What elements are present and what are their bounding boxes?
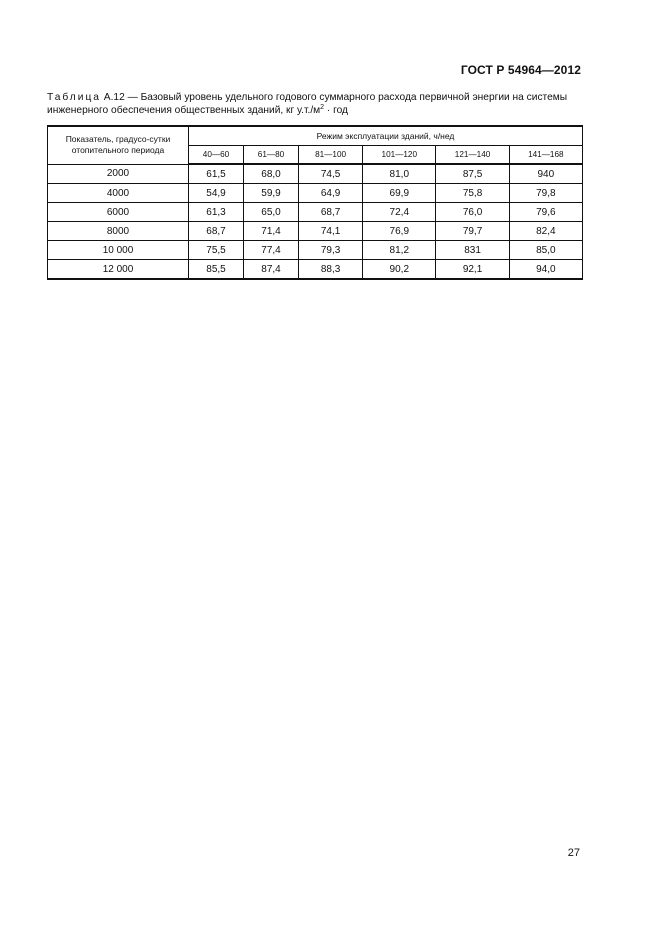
table-cell: 81,2	[363, 241, 436, 260]
table-cell: 69,9	[363, 184, 436, 203]
table-cell: 72,4	[363, 203, 436, 222]
row-label: 4000	[48, 184, 189, 203]
table-cell: 59,9	[244, 184, 299, 203]
table-cell: 71,4	[244, 222, 299, 241]
table-row	[48, 203, 583, 222]
table-cell: 76,9	[363, 222, 436, 241]
column-header: 40—60	[189, 146, 244, 165]
column-header: 121—140	[436, 146, 509, 165]
row-header-indicator: Показатель, градусо-сутки отопительного периода	[48, 126, 189, 164]
energy-consumption-table	[47, 125, 583, 280]
row-label: 10 000	[48, 241, 189, 260]
page-number: 27	[567, 847, 580, 859]
table-cell: 79,8	[509, 184, 582, 203]
table-cell: 54,9	[189, 184, 244, 203]
table-row	[48, 241, 583, 260]
column-header: 141—168	[509, 146, 582, 165]
table-cell: 85,5	[189, 260, 244, 280]
table-row	[48, 164, 583, 184]
table-row	[48, 222, 583, 241]
table-cell: 75,5	[189, 241, 244, 260]
table-cell: 79,7	[436, 222, 509, 241]
table-caption-label: Таблица	[47, 92, 101, 103]
table-cell: 77,4	[244, 241, 299, 260]
table-cell: 81,0	[363, 164, 436, 184]
table-cell: 61,5	[189, 164, 244, 184]
table-caption-text: А.12 — Базовый уровень удельного годового суммарного расхода первичной энергии на системы инженерного обеспечения общественных зданий, кг у.т./м	[47, 92, 568, 116]
table-cell: 831	[436, 241, 509, 260]
table-cell: 68,7	[189, 222, 244, 241]
table-row	[48, 260, 583, 280]
table-cell: 90,2	[363, 260, 436, 280]
column-header: 101—120	[363, 146, 436, 165]
table-cell: 82,4	[509, 222, 582, 241]
table-cell: 79,3	[299, 241, 363, 260]
row-label: 2000	[48, 164, 189, 184]
table-cell: 75,8	[436, 184, 509, 203]
table-cell: 92,1	[436, 260, 509, 280]
table-cell: 87,5	[436, 164, 509, 184]
row-label: 8000	[48, 222, 189, 241]
row-label: 6000	[48, 203, 189, 222]
table-cell: 65,0	[244, 203, 299, 222]
group-header-operating-mode: Режим эксплуатации зданий, ч/нед	[189, 126, 583, 146]
table-cell: 74,5	[299, 164, 363, 184]
column-header: 81—100	[299, 146, 363, 165]
table-cell: 61,3	[189, 203, 244, 222]
table-cell: 79,6	[509, 203, 582, 222]
table-cell: 68,0	[244, 164, 299, 184]
table-cell: 85,0	[509, 241, 582, 260]
table-cell: 940	[509, 164, 582, 184]
table-cell: 68,7	[299, 203, 363, 222]
table-caption	[47, 91, 582, 117]
table-caption-unit-end: · год	[324, 105, 348, 116]
table-cell: 64,9	[299, 184, 363, 203]
table-cell: 74,1	[299, 222, 363, 241]
table-caption-superscript: 2	[320, 104, 325, 111]
table-cell: 76,0	[436, 203, 509, 222]
column-header: 61—80	[244, 146, 299, 165]
table-row	[48, 184, 583, 203]
document-code: ГОСТ Р 54964—2012	[460, 63, 581, 77]
table-cell: 87,4	[244, 260, 299, 280]
table-cell: 94,0	[509, 260, 582, 280]
row-label: 12 000	[48, 260, 189, 280]
table-cell: 88,3	[299, 260, 363, 280]
